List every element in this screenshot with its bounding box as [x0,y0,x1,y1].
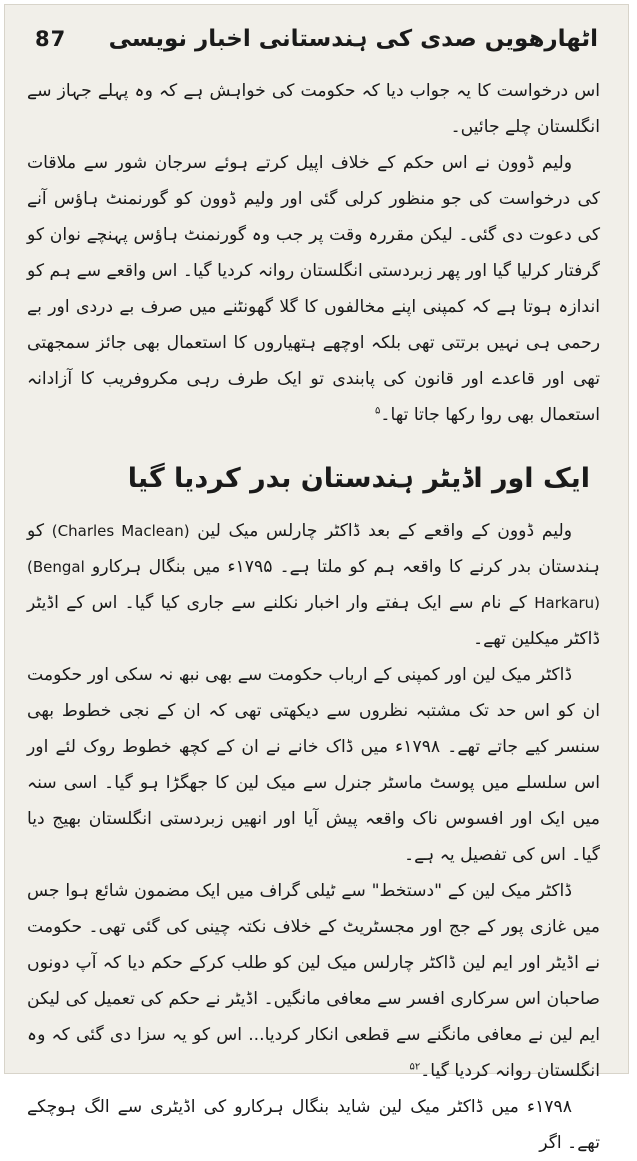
latin-name-charles-maclean: (Charles Maclean) [51,522,190,540]
paragraph-1: اس درخواست کا یہ جواب دیا کہ حکومت کی خواہش ہے کہ وہ پہلے جہاز سے انگلستان چلے جائیں۔ [27,81,600,137]
paragraph-3-part-1: ولیم ڈوون کے واقعے کے بعد ڈاکٹر چارلس میک لین [197,521,573,541]
page-number: 87 [35,27,67,51]
paragraph-3 [27,513,600,657]
paragraph-3-part-3: کے نام سے ایک ہفتے وار اخبار نکلنے سے جاری کیا گیا۔ اس کے اڈیٹر ڈاکٹر میکلین تھے۔ [27,593,600,649]
footnote-mark: ۵۲ [409,1061,421,1073]
body-text [27,73,600,1161]
latin-name-bengal-harkaru: (Bengal Harkaru) [27,558,600,612]
section-heading: ایک اور اڈیٹر ہندستان بدر کردیا گیا [127,463,590,494]
paragraph-6: ۱۷۹۸ء میں ڈاکٹر میک لین شاید بنگال ہرکارو کی اڈیٹری سے الگ ہوچکے تھے۔ اگر [27,1097,600,1153]
paragraph-4: ڈاکٹر میک لین اور کمپنی کے ارباب حکومت سے بھی نبھ نہ سکی اور حکومت ان کو اس حد تک مشتبہ نظروں سے دیکھتی تھی کہ ان کے نجی خطوط بھی سنسر کیے جاتے تھے۔ ۱۷۹۸ء میں ڈاک خانے نے ان کے کچھ خطوط روک لئے اور اس سلسلے میں پوسٹ ماسٹر جنرل سے میک لین کا جھگڑا ہو گیا۔ اسی سنہ میں ایک اور افسوس ناک واقعہ پیش آیا اور انھیں زبردستی انگلستان بھیج دیا گیا۔ اس کی تفصیل یہ ہے۔ [27,665,600,865]
paragraph-2 [27,145,600,433]
paragraph-2-text: ولیم ڈوون نے اس حکم کے خلاف اپیل کرتے ہوئے سرجان شور سے ملاقات کی درخواست کی جو منظور کرلی گئی اور ولیم ڈوون کو گورنمنٹ ہاؤس آنے کی دعوت دی گئی۔ لیکن مقررہ وقت پر جب وہ گورنمنٹ ہاؤس پہنچے نوان کو گرفتار کرلیا گیا اور پھر زبردستی انگلستان روانہ کردیا گیا۔ اس واقعے سے ہم کو اندازہ ہوتا ہے کہ کمپنی اپنے مخالفوں کا گلا گھونٹنے میں صرف بے دردی اور بے رحمی ہی نہیں برتتی تھی بلکہ اوچھے ہتھیاروں کا استعمال بھی جائز سمجھتی تھی اور قاعدے اور قانون کی پابندی تو ایک طرف رہی مکروفریب کا آزادانہ استعمال بھی روا رکھا جاتا تھا۔ [27,153,600,425]
paragraph-3-part-2: کو ہندستان بدر کرنے کا واقعہ ہم کو ملتا ہے۔ ۱۷۹۵ء میں بنگال ہرکارو [27,521,601,577]
footnote-mark: ۵ [375,405,381,417]
paragraph-5 [27,873,600,1089]
paragraph-5-text: ڈاکٹر میک لین کے "دستخط" سے ٹیلی گراف میں ایک مضمون شائع ہوا جس میں غازی پور کے جج اور مجسٹریٹ کے خلاف نکتہ چینی کی گئی تھی۔ حکومت نے اڈیٹر اور ایم لین ڈاکٹر چارلس میک لین کو طلب کرکے حکم دیا کہ آپ دونوں صاحبان اس سرکاری افسر سے معافی مانگیں۔ اڈیٹر نے حکم کی تعمیل کی لیکن ایم لین نے معافی مانگنے سے قطعی انکار کردیا... اس کو یہ سزا دی گئی کہ وہ انگلستان روانہ کردیا گیا۔ [27,881,600,1081]
running-title: اٹھارھویں صدی کی ہندستانی اخبار نویسی [108,26,598,52]
book-page [4,4,629,1153]
page-header [35,17,598,61]
